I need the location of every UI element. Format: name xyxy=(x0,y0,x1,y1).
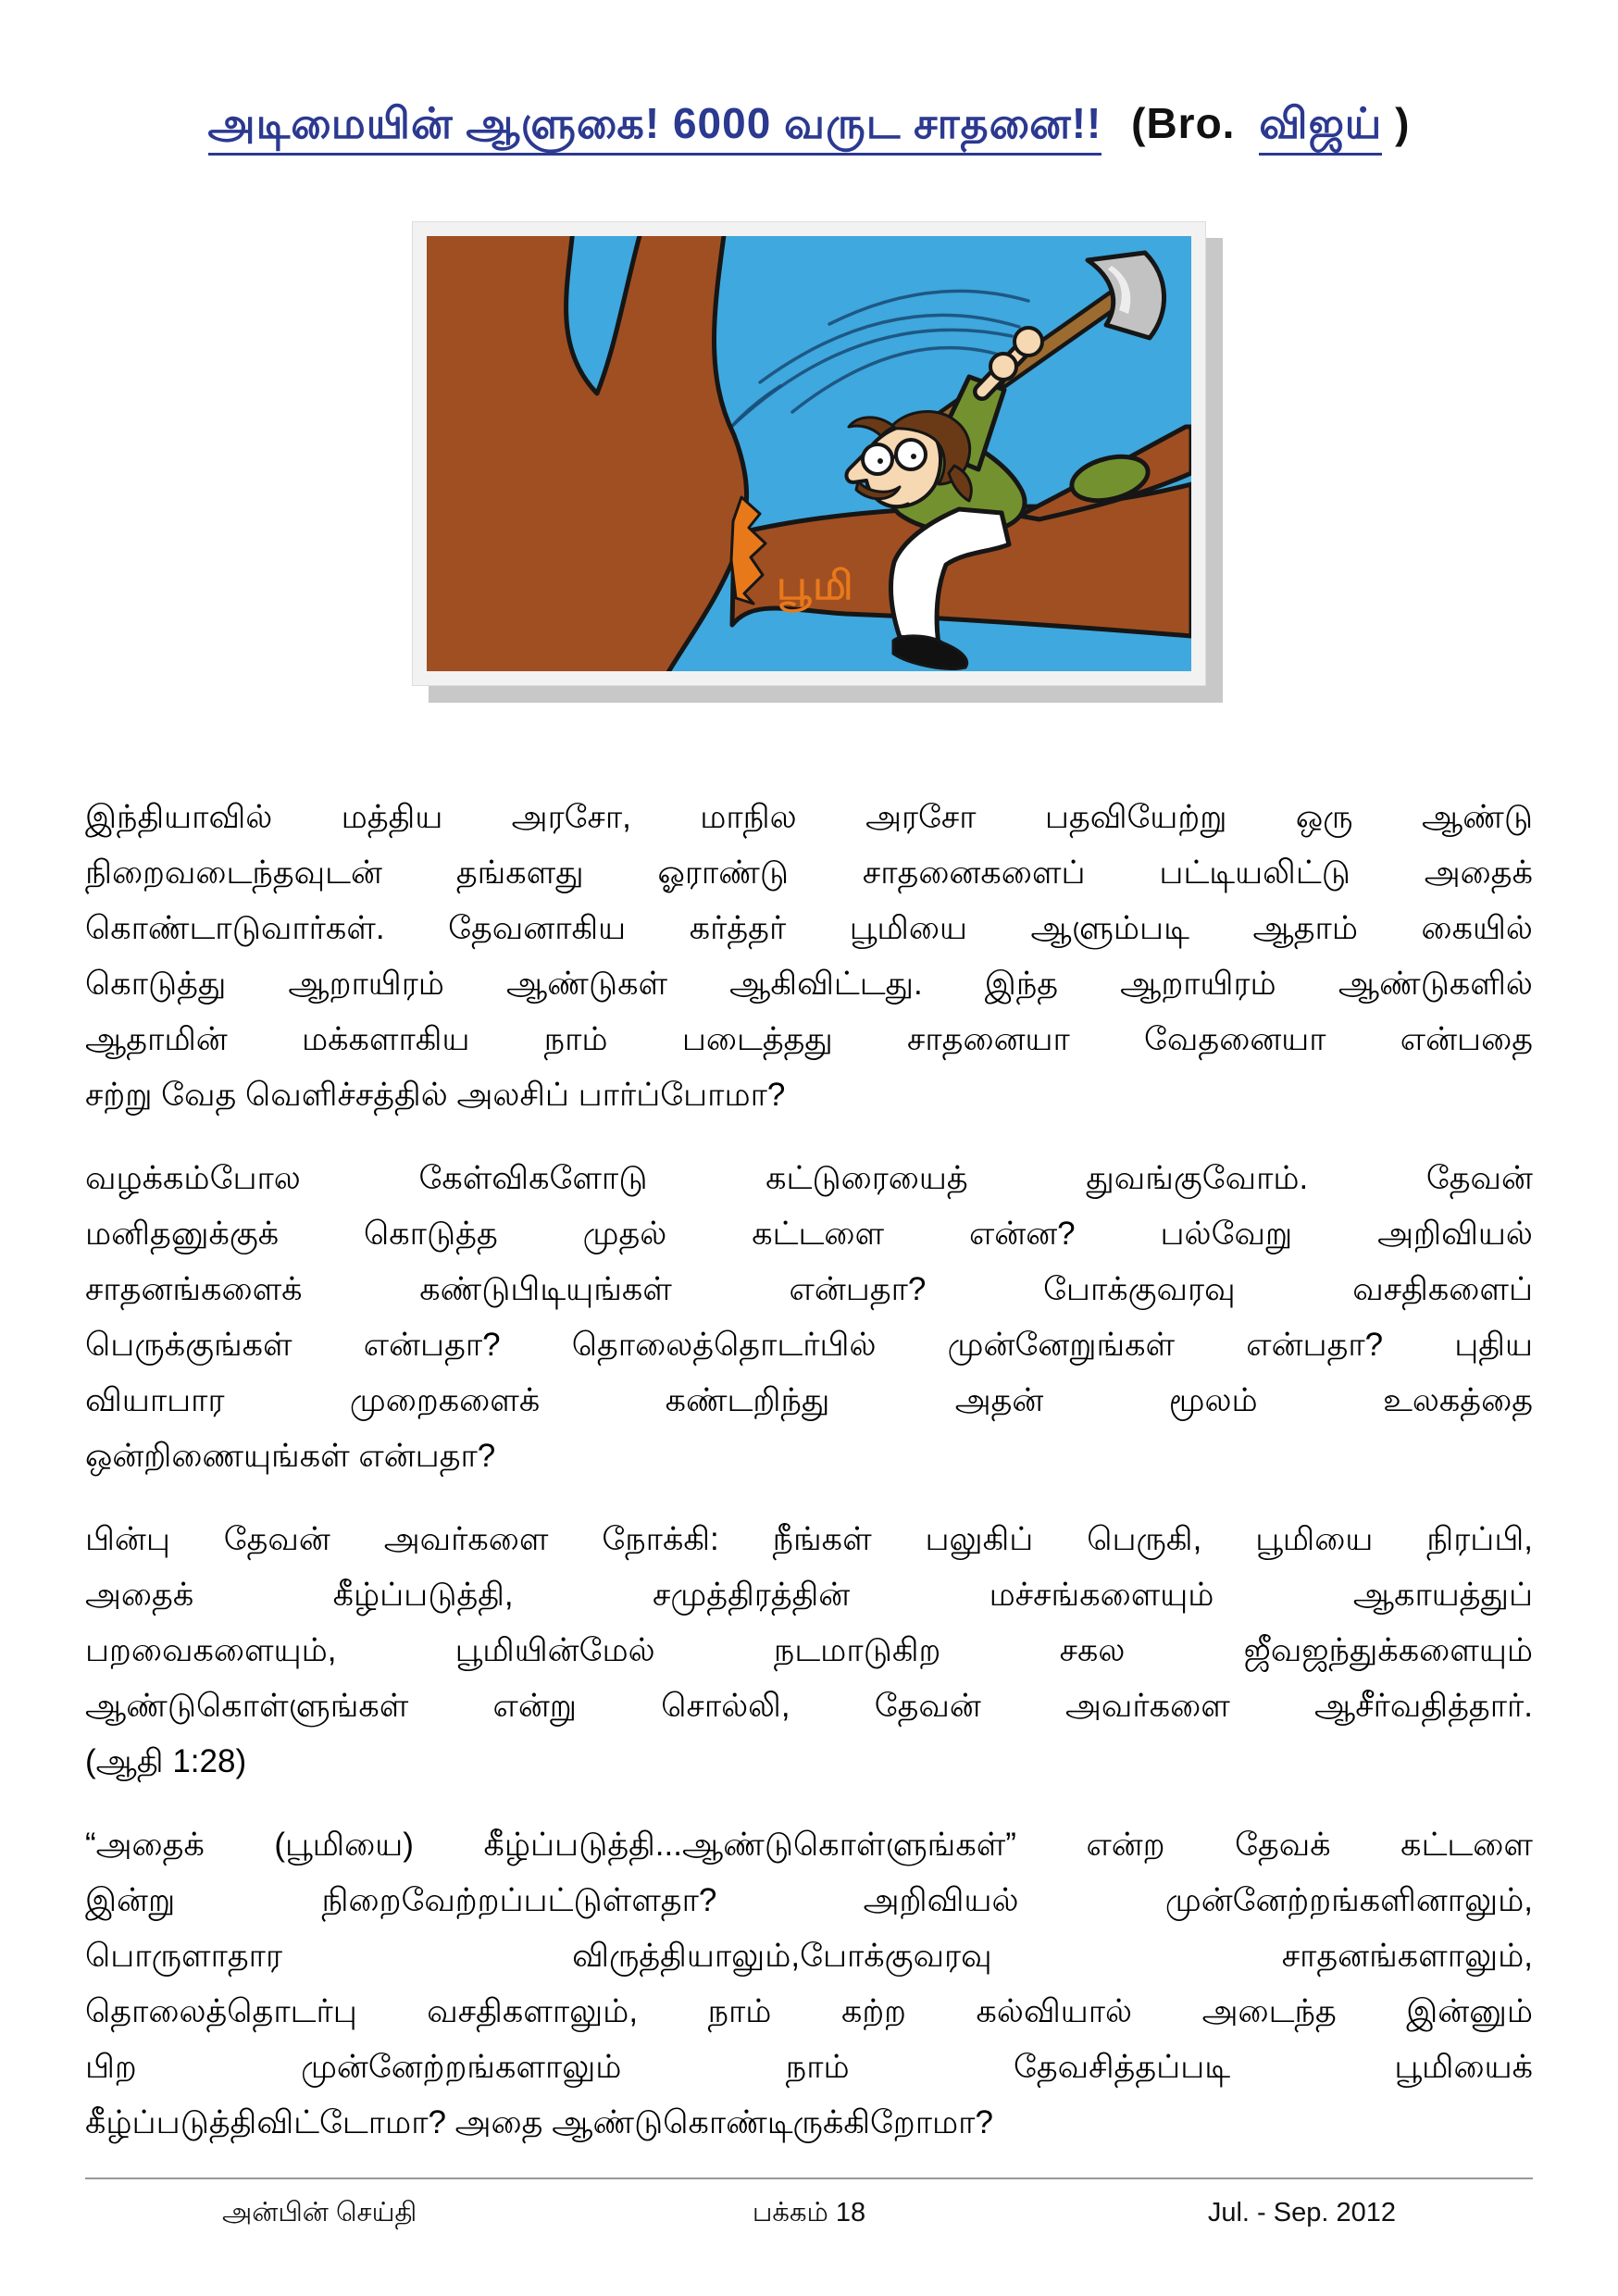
paragraph xyxy=(85,1151,1533,1484)
footer-magazine-name: அன்பின் செய்தி xyxy=(222,2198,417,2227)
paragraph-line: அதைக் கீழ்ப்படுத்தி, சமுத்திரத்தின் மச்சங்களையும் ஆகாயத்துப் xyxy=(85,1577,1533,1613)
paragraph xyxy=(85,1512,1533,1790)
paragraph-line: பறவைகளையும், பூமியின்மேல் நடமாடுகிற சகல ஜீவஜந்துக்களையும் xyxy=(85,1632,1533,1668)
paragraph xyxy=(85,790,1533,1123)
paragraph-line: பெருக்குங்கள் என்பதா? தொலைத்தொடர்பில் முன்னேறுங்கள் என்பதா? புதிய xyxy=(85,1327,1533,1363)
cartoon-image xyxy=(427,236,1191,671)
paragraph-line: கொண்டாடுவார்கள். தேவனாகிய கர்த்தர் பூமியை ஆளும்படி ஆதாம் கையில் xyxy=(85,910,1533,946)
footer-divider xyxy=(85,2177,1533,2179)
paragraph-line: இன்று நிறைவேற்றப்பட்டுள்ளதா? அறிவியல் முன்னேற்றங்களினாலும், xyxy=(85,1882,1533,1918)
hand xyxy=(990,354,1016,380)
paragraph-line: சாதனங்களைக் கண்டுபிடியுங்கள் என்பதா? போக்குவரவு வசதிகளைப் xyxy=(85,1271,1533,1307)
paragraph-line: வியாபார முறைகளைக் கண்டறிந்து அதன் மூலம் உலகத்தை xyxy=(85,1382,1533,1418)
paragraph-line: பிற முன்னேற்றங்களாலும் நாம் தேவசித்தப்படி பூமியைக் xyxy=(85,2049,1533,2085)
paragraph-line: இந்தியாவில் மத்திய அரசோ, மாநில அரசோ பதவியேற்று ஒரு ஆண்டு xyxy=(85,799,1533,835)
paragraph-line: வழக்கம்போல கேள்விகளோடு கட்டுரையைத் துவங்குவோம். தேவன் xyxy=(85,1160,1533,1196)
paragraph-line: கொடுத்து ஆறாயிரம் ஆண்டுகள் ஆகிவிட்டது. இந்த ஆறாயிரம் ஆண்டுகளில் xyxy=(85,966,1533,1002)
article-body xyxy=(85,790,1533,2151)
footer-page-number: பக்கம் 18 xyxy=(752,2198,866,2227)
paragraph-line: (ஆதி 1:28) xyxy=(85,1743,247,1779)
paragraph-line: ஒன்றிணையுங்கள் என்பதா? xyxy=(85,1438,496,1474)
byline-prefix: (Bro. xyxy=(1131,99,1236,147)
earth-label: பூமி xyxy=(777,563,855,608)
cartoon-figure-frame xyxy=(412,221,1206,686)
paragraph-line: சற்று வேத வெளிச்சத்தில் அலசிப் பார்ப்போமா? xyxy=(85,1077,786,1113)
paragraph-line: மனிதனுக்குக் கொடுத்த முதல் கட்டளை என்ன? பல்வேறு அறிவியல் xyxy=(85,1216,1533,1252)
byline-author: விஜய் xyxy=(1259,99,1382,156)
page-footer xyxy=(85,2198,1533,2231)
paragraph-line: ஆண்டுகொள்ளுங்கள் என்று சொல்லி, தேவன் அவர்களை ஆசீர்வதித்தார். xyxy=(85,1688,1533,1724)
paragraph-line: கீழ்ப்படுத்திவிட்டோமா? அதை ஆண்டுகொண்டிருக்கிறோமா? xyxy=(85,2104,993,2140)
paragraph-line: தொலைத்தொடர்பு வசதிகளாலும், நாம் கற்ற கல்வியால் அடைந்த இன்னும் xyxy=(85,1993,1533,2029)
paragraph-line: ஆதாமின் மக்களாகிய நாம் படைத்தது சாதனையா வேதனையா என்பதை xyxy=(85,1021,1533,1057)
paragraph-line: “அதைக் (பூமியை) கீழ்ப்படுத்தி...ஆண்டுகொள்ளுங்கள்” என்ற தேவக் கட்டளை xyxy=(85,1827,1533,1863)
page-title xyxy=(0,0,1618,155)
footer-issue-date: Jul. - Sep. 2012 xyxy=(1207,2198,1396,2227)
paragraph xyxy=(85,1817,1533,2151)
hand xyxy=(1014,328,1042,356)
paragraph-line: நிறைவடைந்தவுடன் தங்களது ஓராண்டு சாதனைகளைப் பட்டியலிட்டு அதைக் xyxy=(85,855,1533,891)
byline-suffix: ) xyxy=(1395,99,1411,147)
page-title-main: அடிமையின் ஆளுகை! 6000 வருட சாதனை!! xyxy=(208,99,1102,156)
paragraph-line: பின்பு தேவன் அவர்களை நோக்கி: நீங்கள் பலுகிப் பெருகி, பூமியை நிரப்பி, xyxy=(85,1521,1533,1557)
paragraph-line: பொருளாதார விருத்தியாலும்,போக்குவரவு சாதனங்களாலும், xyxy=(85,1938,1533,1974)
